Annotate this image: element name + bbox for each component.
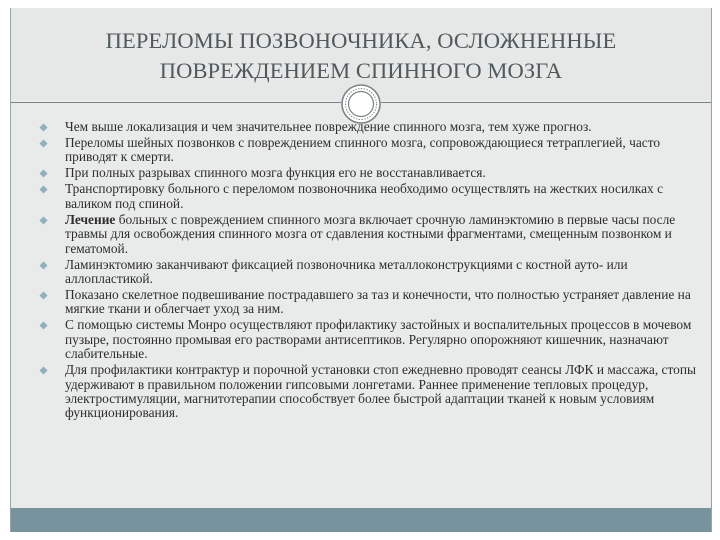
bullet-icon (39, 169, 48, 178)
bullet-icon (39, 291, 48, 300)
list-item (21, 288, 701, 317)
list-item-text: Транспортировку больного с переломом позвоночника необходимо осуществлять на жестких носилках с валиком под спиной. (65, 181, 664, 211)
list-item-text: С помощью системы Монро осуществляют профилактику застойных и воспалительных процессов в мочевом пузыре, постоянно промывая его растворами антисептиков. Регулярно опорожняют кишечник, назначают слабительные. (65, 317, 692, 362)
list-item (21, 213, 701, 256)
title-divider-right (381, 102, 711, 103)
list-item (21, 136, 701, 165)
list-item-bold: Лечение (65, 211, 116, 227)
bullet-icon (39, 261, 48, 270)
bullet-icon (39, 366, 48, 375)
bullet-icon (39, 321, 48, 330)
list-item-text: больных с повреждением спинного мозга включает срочную ламинэктомию в первые часы после травмы для освобождения спинного мозга от сдавления костными фрагментами, смещенным позвонком и гематомой. (65, 211, 676, 256)
title-line-2: ПОВРЕЖДЕНИЕМ СПИННОГО МОЗГА (159, 58, 563, 83)
bullet-list (21, 120, 701, 422)
list-item-text: Чем выше локализация и чем значительнее повреждение спинного мозга, тем хуже прогноз. (65, 119, 592, 134)
list-item (21, 120, 701, 134)
title-divider-left (11, 102, 341, 103)
title-line-1: ПЕРЕЛОМЫ ПОЗВОНОЧНИКА, ОСЛОЖНЕННЫЕ (105, 28, 617, 53)
list-item (21, 363, 701, 421)
list-item-text: Переломы шейных позвонков с повреждением спинного мозга, сопровождающиеся тетраплегией, часто приводят к смерти. (65, 135, 661, 165)
list-item-text: При полных разрывах спинного мозга функция его не восстанавливается. (65, 165, 486, 181)
slide-title (21, 26, 701, 86)
list-item (21, 258, 701, 287)
bullet-icon (39, 123, 48, 132)
list-item-text: Для профилактики контрактур и порочной установки стоп ежедневно проводят сеансы ЛФК и массажа, стопы удерживают в правильном положении гипсовыми лонгетами. Раннее применение тепловых процедур, электростимуляции, магнитотерапии способствует более быстрой адаптации тканей к новым условиям функционирования. (65, 362, 697, 421)
list-item-text: Показано скелетное подвешивание пострадавшего за таз и конечности, что полностью устраняет давление на мягкие ткани и облегчает уход за ним. (65, 287, 691, 317)
list-item (21, 318, 701, 361)
list-item-text: Ламинэктомию заканчивают фиксацией позвоночника металлоконструкциями с костной ауто- или аллопластикой. (65, 256, 628, 287)
footer-bar (11, 508, 711, 532)
bullet-icon (39, 139, 48, 148)
bullet-icon (39, 185, 48, 194)
list-item (21, 182, 701, 211)
list-item (21, 166, 701, 180)
slide-frame (10, 8, 712, 532)
bullet-icon (39, 216, 48, 225)
